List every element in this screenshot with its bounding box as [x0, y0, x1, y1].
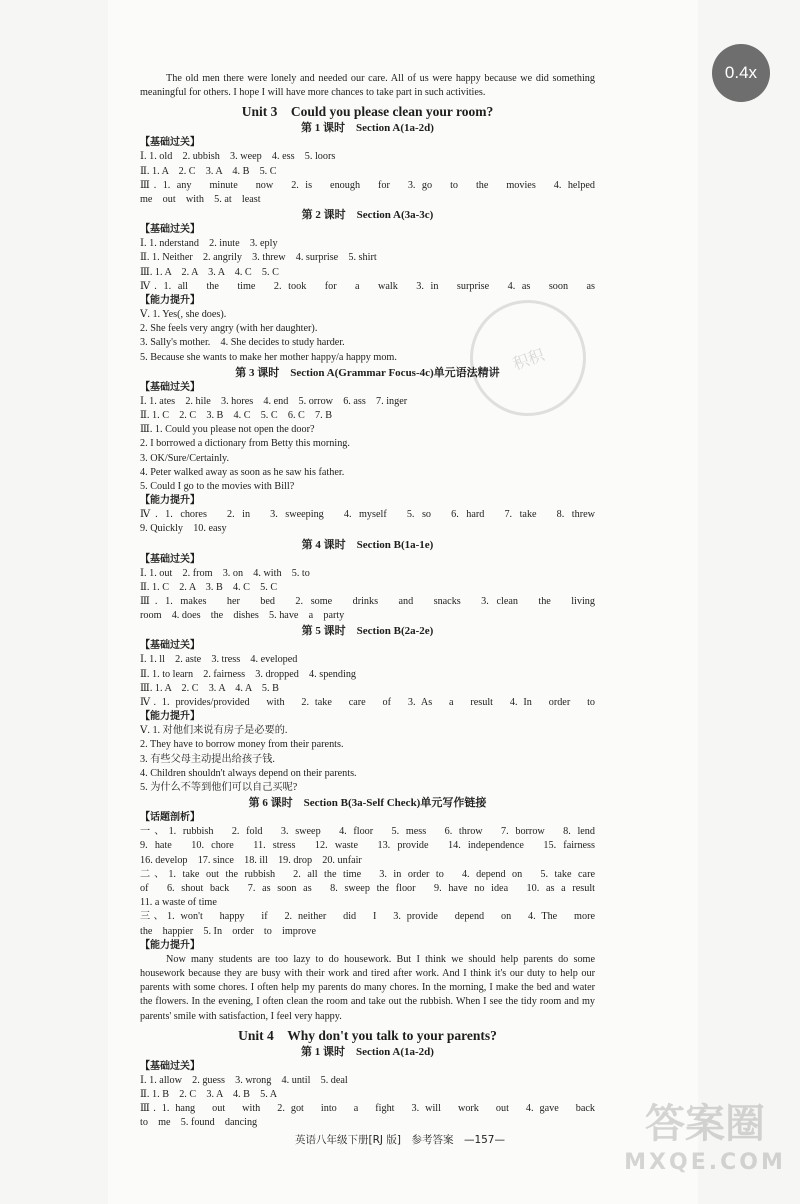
answer-line: Ⅰ. 1. old 2. ubbish 3. weep 4. ess 5. loors — [140, 151, 336, 163]
section-tag: 【基础过关】 — [140, 553, 200, 565]
section-tag: 【能力提升】 — [140, 711, 200, 723]
answer-line: Ⅲ. 1. any minute now 2. is enough for 3. go to the movies 4. helped — [140, 179, 595, 191]
answer-line: 4. Children shouldn't always depend on their parents. — [140, 767, 357, 779]
section-tag: 【能力提升】 — [140, 939, 200, 951]
answer-line: Ⅳ. 1. provides/provided with 2. take care of 3. As a result 4. In order to — [140, 697, 595, 709]
answer-line: 5. Because she wants to make her mother happy/a happy mom. — [140, 351, 397, 363]
answer-line: Ⅴ. 1. Yes(, she does). — [140, 309, 227, 320]
answer-line: Ⅰ. 1. out 2. from 3. on 4. with 5. to — [140, 567, 310, 579]
answer-line: Ⅱ. 1. B 2. C 3. A 4. B 5. A — [140, 1089, 278, 1100]
lesson-title: 第 1 课时 Section A(1a-2d) — [301, 122, 434, 135]
answer-line: Ⅳ. 1. chores 2. in 3. sweeping 4. myself 5. so 6. hard 7. take 8. threw — [140, 509, 595, 521]
answer-line: the happier 5. In order to improve — [140, 925, 316, 937]
answer-line: 一、1. rubbish 2. fold 3. sweep 4. floor 5. mess 6. throw 7. borrow 8. lend — [140, 826, 595, 838]
answer-line: Ⅰ. 1. ates 2. hile 3. hores 4. end 5. orrow 6. ass 7. inger — [140, 395, 408, 407]
essay-paragraph: Now many students are too lazy to do housework. But I think we should help parents do some housework because they are busy with their work and tired after work. And I think it's our duty to help our parents with some chores. I often help my parents do many chores. In the morning, I make the bed and water the flowers. In the evening, I often clean the room and take out the rubbish. When I see the tidy room and my parents' smile with satisfaction, I feel very happy. — [140, 953, 595, 1022]
zoom-level-badge[interactable] — [712, 44, 770, 102]
answer-line: 2. They have to borrow money from their parents. — [140, 739, 344, 751]
answer-content — [140, 72, 595, 1131]
answer-line: of 6. shout back 7. as soon as 8. sweep the floor 9. have no idea 10. as a result — [140, 883, 595, 894]
lesson-title: 第 3 课时 Section A(Grammar Focus-4c)单元语法精讲 — [235, 366, 500, 379]
answer-line: 2. I borrowed a dictionary from Betty this morning. — [140, 438, 350, 450]
section-tag: 【基础过关】 — [140, 1060, 200, 1072]
section-tag: 【基础过关】 — [140, 640, 200, 652]
answer-line: Ⅰ. 1. nderstand 2. inute 3. eply — [140, 238, 278, 250]
lesson-title: 第 6 课时 Section B(3a-Self Check)单元写作链接 — [248, 797, 487, 810]
answer-line: 3. Sally's mother. 4. She decides to study harder. — [140, 337, 345, 349]
answer-line: me out with 5. at least — [140, 194, 261, 205]
answer-line: Ⅱ. 1. C 2. C 3. B 4. C 5. C 6. C 7. B — [140, 410, 333, 422]
answer-line: Ⅲ. 1. makes her bed 2. some drinks and snacks 3. clean the living — [140, 596, 595, 608]
section-tag: 【基础过关】 — [140, 137, 200, 149]
watermark-logo-text: 答案圈 — [645, 1101, 765, 1147]
answer-line: 3. OK/Sure/Certainly. — [140, 452, 230, 464]
answer-line: 4. Peter walked away as soon as he saw his father. — [140, 466, 345, 478]
answer-line: 16. develop 17. since 18. ill 19. drop 20. unfair — [140, 854, 362, 866]
answer-line: Ⅱ. 1. C 2. A 3. B 4. C 5. C — [140, 581, 278, 593]
answer-line: 9. Quickly 10. easy — [140, 523, 227, 535]
lesson-title: 第 2 课时 Section A(3a-3c) — [301, 209, 434, 222]
section-tag: 【话题剖析】 — [140, 812, 200, 824]
answer-line: 9. hate 10. chore 11. stress 12. waste 13. provide 14. independence 15. fairness — [140, 840, 595, 852]
section-tag: 【基础过关】 — [140, 224, 200, 236]
watermark-domain: MXQE.COM — [624, 1150, 786, 1175]
answer-line: 3. 有些父母主动提出给孩子钱. — [140, 753, 275, 765]
answer-line: Ⅴ. 1. 对他们来说有房子是必要的. — [140, 725, 288, 737]
site-watermark — [620, 1100, 790, 1200]
stamp-text: 积积 — [510, 344, 547, 374]
section-tag: 【基础过关】 — [140, 381, 200, 393]
answer-line: 二、1. take out the rubbish 2. all the time 3. in order to 4. depend on 5. take care — [140, 868, 595, 880]
answer-line: 5. Could I go to the movies with Bill? — [140, 481, 295, 493]
answer-line: Ⅱ. 1. to learn 2. fairness 3. dropped 4. spending — [140, 668, 357, 680]
section-tag: 【能力提升】 — [140, 495, 200, 507]
section-tag: 【能力提升】 — [140, 295, 200, 306]
lesson-title: 第 4 课时 Section B(1a-1e) — [301, 538, 434, 551]
lesson-title: 第 1 课时 Section A(1a-2d) — [301, 1045, 434, 1058]
answer-line: 三、1. won't happy if 2. neither did I 3. provide depend on 4. The more — [140, 911, 595, 923]
answer-line: Ⅲ. 1. Could you please not open the door? — [140, 424, 315, 436]
answer-line: Ⅱ. 1. A 2. C 3. A 4. B 5. C — [140, 165, 277, 177]
unit4-title: Unit 4 Why don't you talk to your parents? — [238, 1027, 497, 1043]
zoom-level-label: 0.4x — [724, 63, 758, 82]
unit3-title: Unit 3 Could you please clean your room? — [241, 104, 494, 120]
answer-line: 2. She feels very angry (with her daughter). — [140, 323, 318, 335]
answer-line: room 4. does the dishes 5. have a party — [140, 610, 345, 622]
page-footer: 英语八年级下册[RJ 版] 参考答案 —157— — [295, 1134, 505, 1146]
answer-line: Ⅲ. 1. A 2. C 3. A 4. A 5. B — [140, 682, 279, 694]
intro-paragraph: The old men there were lonely and needed our care. All of us were happy because we did something meaningful for others. I hope I will have more chances to take part in such activities. — [140, 73, 595, 99]
answer-line: 11. a waste of time — [140, 897, 217, 909]
answer-line: Ⅳ. 1. all the time 2. took for a walk 3. in surprise 4. as soon as — [140, 280, 595, 292]
answer-line: Ⅲ. 1. hang out with 2. got into a fight 3. will work out 4. gave back — [140, 1103, 595, 1115]
answer-line: Ⅰ. 1. allow 2. guess 3. wrong 4. until 5. deal — [140, 1074, 348, 1086]
answer-line: to me 5. found dancing — [140, 1117, 258, 1129]
answer-line: 5. 为什么不等到他们可以自己买呢? — [140, 782, 298, 794]
answer-line: Ⅰ. 1. ll 2. aste 3. tress 4. eveloped — [140, 654, 298, 666]
lesson-title: 第 5 课时 Section B(2a-2e) — [301, 625, 434, 638]
answer-line: Ⅲ. 1. A 2. A 3. A 4. C 5. C — [140, 266, 279, 278]
answer-line: Ⅱ. 1. Neither 2. angrily 3. threw 4. surprise 5. shirt — [140, 252, 377, 264]
